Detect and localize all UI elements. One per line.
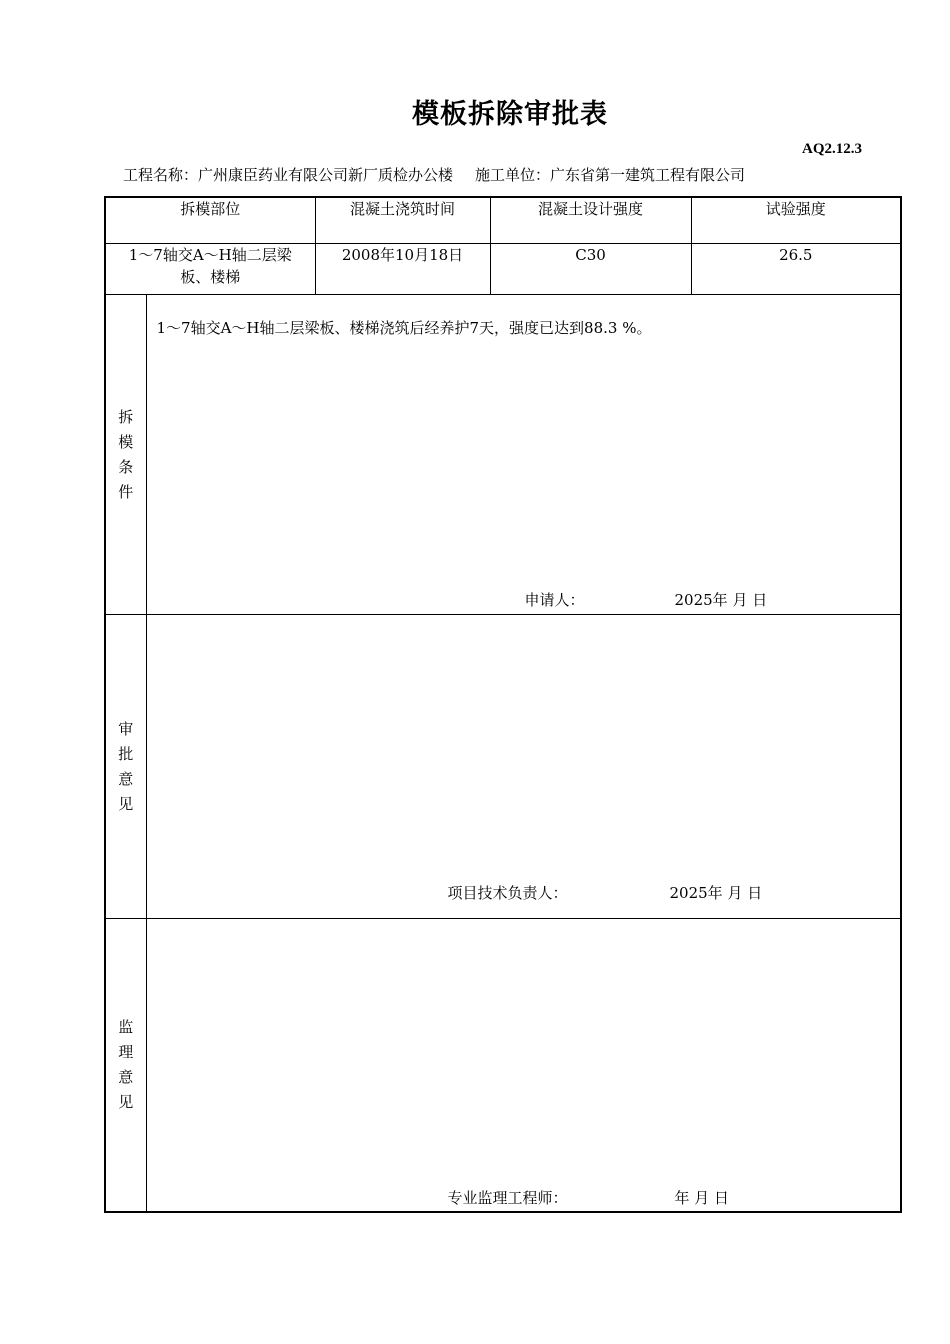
location-cell: [105, 244, 315, 295]
location-line-1: 1～7轴交A～H轴二层梁: [128, 246, 292, 264]
header-design-strength: 混凝土设计强度: [490, 197, 691, 244]
approval-content: [146, 615, 901, 919]
construction-unit: 施工单位：广东省第一建筑工程有限公司: [475, 166, 746, 184]
condition-date: 2025年 月 日: [674, 591, 768, 609]
condition-section: [105, 295, 901, 615]
header-test-strength: 试验强度: [691, 197, 901, 244]
supervisor-label: 专业监理工程师：: [447, 1189, 568, 1207]
approval-date: 2025年 月 日: [669, 884, 763, 902]
form-code: AQ2.12.3: [802, 141, 862, 157]
supervision-signature: [447, 1187, 730, 1208]
approval-section: [105, 615, 901, 919]
header-pour-time: 混凝土浇筑时间: [315, 197, 490, 244]
project-name: 工程名称：广州康臣药业有限公司新厂质检办公楼: [123, 166, 454, 184]
condition-label: 拆 模 条 件: [105, 295, 146, 615]
approval-signature: [447, 882, 763, 903]
value-row: [105, 244, 901, 295]
tech-lead-label: 项目技术负责人：: [447, 884, 568, 902]
applicant-label: 申请人：: [524, 591, 585, 609]
condition-signature: [524, 589, 768, 610]
project-info-line: [123, 164, 745, 185]
supervision-content: [146, 919, 901, 1213]
location-line-2: 板、楼梯: [180, 268, 241, 286]
approval-form-table: [104, 196, 902, 1213]
header-row: [105, 197, 901, 244]
page-title: 模板拆除审批表: [412, 99, 608, 130]
pour-time-cell: 2008年10月18日: [315, 244, 490, 295]
condition-text: 1～7轴交A～H轴二层梁板、楼梯浇筑后经养护7天，强度已达到88.3 %。: [156, 319, 652, 337]
supervision-label: 监 理 意 见: [105, 919, 146, 1213]
test-strength-cell: 26.5: [691, 244, 901, 295]
header-location: 拆模部位: [105, 197, 315, 244]
design-strength-cell: C30: [490, 244, 691, 295]
supervision-date: 年 月 日: [674, 1189, 730, 1207]
supervision-section: [105, 919, 901, 1213]
approval-label: 审 批 意 见: [105, 615, 146, 919]
condition-content: [146, 295, 901, 615]
